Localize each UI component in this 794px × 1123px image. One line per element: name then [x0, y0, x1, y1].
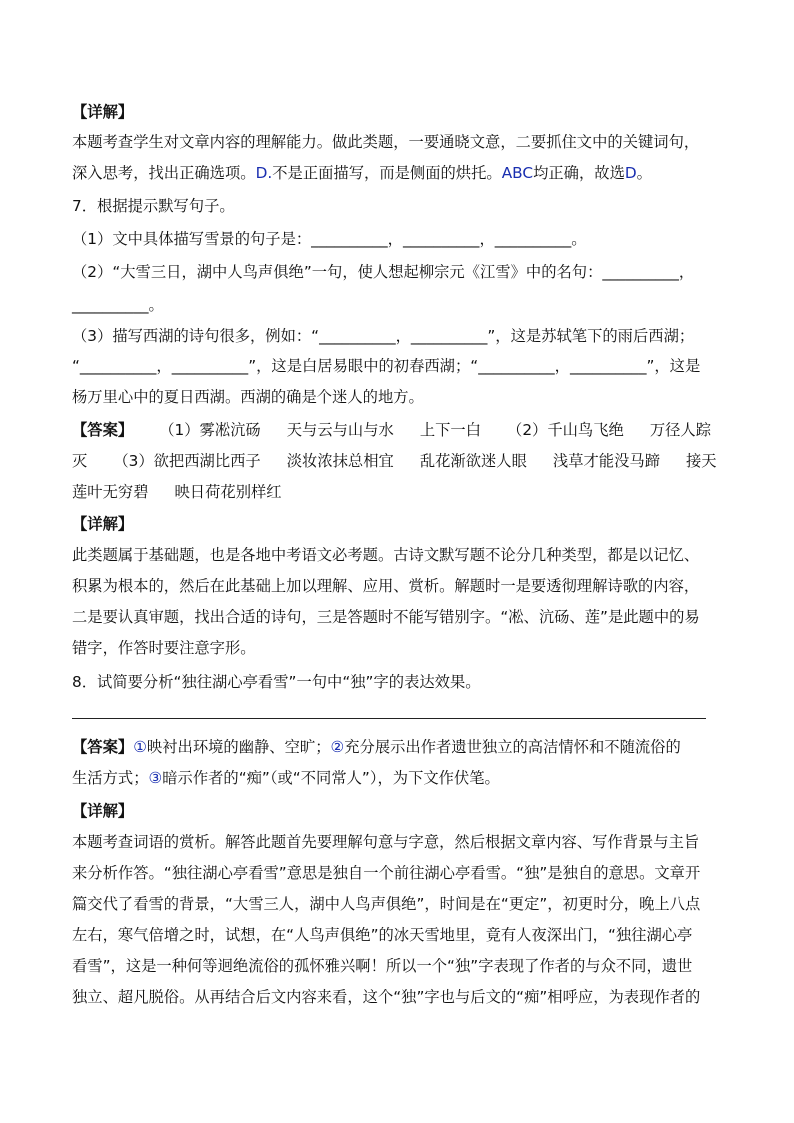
option-letter: D. — [255, 164, 273, 182]
text-run: 深入思考，找出正确选项。 — [72, 164, 256, 182]
circled-marker: ③ — [148, 769, 163, 787]
answer-item: （2）千山鸟飞绝 — [507, 421, 624, 439]
circled-marker: ② — [330, 738, 345, 756]
answer-line — [72, 768, 732, 788]
paragraph-line: 篇交代了看雪的背景，“大雪三人，湖中人鸟声俱绝”，时间是在“更定”，初更时分，晚上八点 — [72, 895, 701, 913]
answer-item: 接天 — [686, 452, 717, 470]
answer-line — [72, 451, 732, 471]
answer-item: 莲叶无穷碧 — [72, 483, 149, 501]
answer-item: 天与云与山与水 — [286, 421, 394, 439]
answer-item: 灭 — [72, 452, 88, 470]
paragraph-line: 本题考查词语的赏析。解答此题首先要理解句意与字意，然后根据文章内容、写作背景与主旨 — [72, 833, 700, 851]
question-part: “__________，__________”，这是白居易眼中的初春西湖；“__________，__________”，这是 — [72, 357, 701, 375]
section-label-detail: 【详解】 — [72, 103, 134, 121]
section-label-detail: 【详解】 — [72, 802, 134, 820]
option-letter: D — [624, 164, 637, 182]
answer-item: 映日荷花别样红 — [174, 483, 282, 501]
answer-item: 乱花渐欲迷人眼 — [419, 452, 527, 470]
answer-text: 暗示作者的“痴”（或“不同常人”），为下文作伏笔。 — [162, 769, 500, 787]
section-label-detail: 【详解】 — [72, 515, 134, 533]
question-title: 7．根据提示默写句子。 — [72, 197, 235, 215]
paragraph-line: 独立、超凡脱俗。从再结合后文内容来看，这个“独”字也与后文的“痴”相呼应，为表现作者的 — [72, 988, 701, 1006]
question-part: （1）文中具体描写雪景的句子是：__________，__________，__________。 — [72, 230, 587, 248]
question-part: （2）“大雪三日，湖中人鸟声俱绝”一句，使人想起柳宗元《江雪》中的名句：__________， — [72, 263, 695, 281]
paragraph-line: 积累为根本的，然后在此基础上加以理解、应用、赏析。解题时一是要透彻理解诗歌的内容， — [72, 577, 700, 595]
question-part: （3）描写西湖的诗句很多，例如：“__________，__________”，这是苏轼笔下的雨后西湖； — [72, 327, 695, 345]
text-run: 。 — [636, 164, 652, 182]
answer-text: 生活方式； — [72, 769, 149, 787]
answer-item: （3）欲把西湖比西子 — [113, 452, 261, 470]
answer-item: （1）雾凇沆砀 — [159, 421, 261, 439]
answer-item: 万径人踪 — [649, 421, 712, 439]
answer-blank-line — [72, 718, 706, 719]
option-letter: ABC — [501, 164, 534, 182]
question-part: 杨万里心中的夏日西湖。西湖的确是个迷人的地方。 — [72, 388, 424, 406]
answer-text: 映衬出环境的幽静、空旷； — [146, 738, 331, 756]
paragraph-line: 此类题属于基础题，也是各地中考语文必考题。古诗文默写题不论分几种类型，都是以记忆、 — [72, 546, 700, 564]
question-title: 8．试简要分析“独往湖心亭看雪”一句中“独”字的表达效果。 — [72, 673, 481, 691]
paragraph-line: 左右，寒气倍增之时，试想，在“人鸟声俱绝”的冰天雪地里，竟有人夜深出门，“独往湖心亭 — [72, 926, 693, 944]
text-run: 不是正面描写，而是侧面的烘托。 — [272, 164, 502, 182]
paragraph-line: 来分析作答。“独往湖心亭看雪”意思是独自一个前往湖心亭看雪。“独”是独自的意思。文章开 — [72, 864, 701, 882]
paragraph-line: 错字，作答时要注意字形。 — [72, 639, 256, 657]
answer-text: 充分展示出作者遗世独立的高洁情怀和不随流俗的 — [344, 738, 681, 756]
answer-item: 上下一白 — [419, 421, 482, 439]
section-label-answer: 【答案】 — [72, 421, 134, 439]
answer-item: 浅草才能没马蹄 — [552, 452, 660, 470]
text-run: 均正确，故选 — [533, 164, 625, 182]
section-label-answer: 【答案】 — [72, 738, 134, 756]
answer-line — [72, 737, 732, 757]
answer-line — [72, 482, 732, 502]
circled-marker: ① — [133, 738, 147, 756]
paragraph-line: 看雪”，这是一种何等迥绝流俗的孤怀雅兴啊！所以一个“独”字表现了作者的与众不同，遗世 — [72, 957, 693, 975]
answer-item: 淡妆浓抹总相宜 — [286, 452, 394, 470]
paragraph-line: 本题考查学生对文章内容的理解能力。做此类题，一要通晓文意，二要抓住文中的关键词句， — [72, 133, 700, 151]
question-part: __________。 — [72, 296, 164, 314]
paragraph-line — [72, 163, 732, 183]
answer-line — [72, 420, 732, 440]
paragraph-line: 二是要认真审题，找出合适的诗句，三是答题时不能写错别字。“凇、沆砀、莲”是此题中的易 — [72, 608, 700, 626]
